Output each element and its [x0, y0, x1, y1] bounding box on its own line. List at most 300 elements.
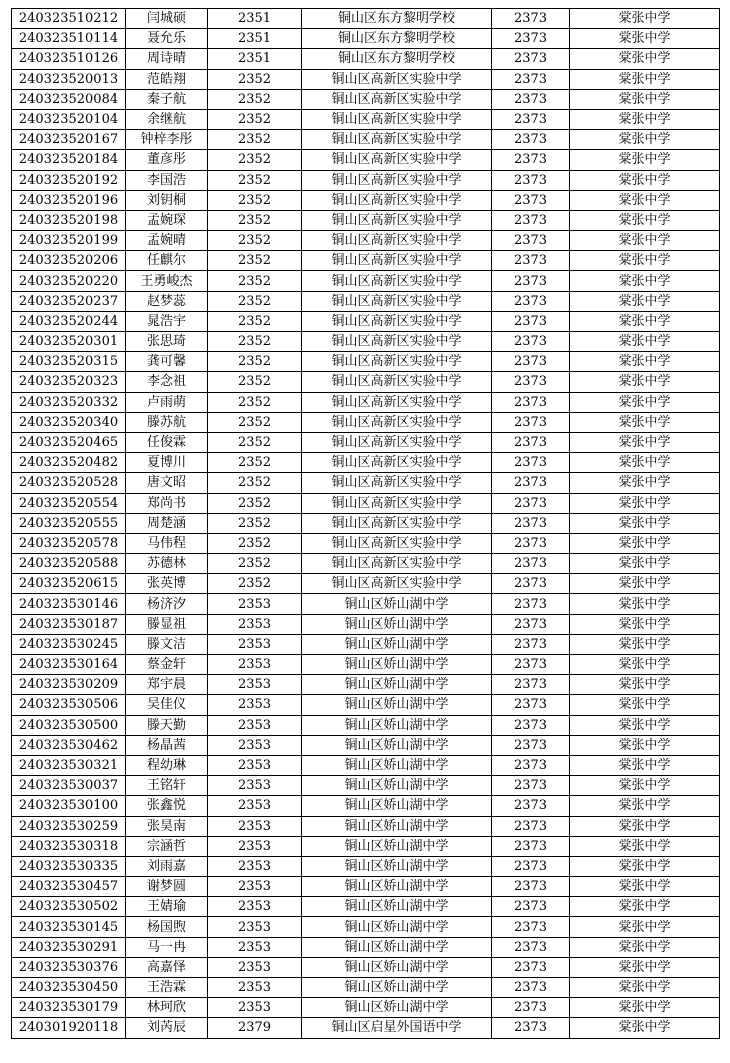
target-code-cell: 2373 [492, 432, 570, 452]
target-code-cell: 2373 [492, 251, 570, 271]
target-code-cell: 2373 [492, 856, 570, 876]
student-name-cell: 王浩霖 [126, 978, 208, 998]
table-row [12, 231, 720, 251]
student-id-cell: 240323530100 [12, 796, 126, 816]
target-code-cell: 2373 [492, 574, 570, 594]
student-id-cell: 240323520465 [12, 432, 126, 452]
table-row [12, 432, 720, 452]
student-name-cell: 刘雨嘉 [126, 856, 208, 876]
student-id-cell: 240323520340 [12, 412, 126, 432]
target-school-cell: 棠张中学 [570, 533, 720, 553]
target-code-cell: 2373 [492, 493, 570, 513]
target-code-cell: 2373 [492, 150, 570, 170]
target-code-cell: 2373 [492, 957, 570, 977]
student-name-cell: 余继航 [126, 109, 208, 129]
student-name-cell: 苏德林 [126, 554, 208, 574]
student-id-cell: 240323520104 [12, 109, 126, 129]
school-code-cell: 2352 [208, 69, 302, 89]
target-school-cell: 棠张中学 [570, 453, 720, 473]
target-school-cell: 棠张中学 [570, 634, 720, 654]
student-name-cell: 周楚涵 [126, 513, 208, 533]
table-row [12, 715, 720, 735]
target-school-cell: 棠张中学 [570, 675, 720, 695]
school-name-cell: 铜山区娇山湖中学 [302, 856, 492, 876]
table-row [12, 513, 720, 533]
target-code-cell: 2373 [492, 89, 570, 109]
student-id-cell: 240323520332 [12, 392, 126, 412]
student-id-cell: 240323530335 [12, 856, 126, 876]
school-code-cell: 2353 [208, 937, 302, 957]
table-row [12, 170, 720, 190]
target-code-cell: 2373 [492, 352, 570, 372]
table-row [12, 392, 720, 412]
school-code-cell: 2351 [208, 9, 302, 29]
school-name-cell: 铜山区高新区实验中学 [302, 332, 492, 352]
target-school-cell: 棠张中学 [570, 836, 720, 856]
school-code-cell: 2353 [208, 755, 302, 775]
student-name-cell: 董彦彤 [126, 150, 208, 170]
target-code-cell: 2373 [492, 170, 570, 190]
school-code-cell: 2353 [208, 715, 302, 735]
target-code-cell: 2373 [492, 412, 570, 432]
school-code-cell: 2353 [208, 655, 302, 675]
school-code-cell: 2353 [208, 695, 302, 715]
student-id-cell: 240323530164 [12, 655, 126, 675]
school-code-cell: 2379 [208, 1018, 302, 1038]
school-name-cell: 铜山区高新区实验中学 [302, 150, 492, 170]
school-code-cell: 2353 [208, 634, 302, 654]
student-id-cell: 240323530450 [12, 978, 126, 998]
school-code-cell: 2353 [208, 998, 302, 1018]
target-school-cell: 棠张中学 [570, 877, 720, 897]
school-code-cell: 2352 [208, 150, 302, 170]
target-school-cell: 棠张中学 [570, 49, 720, 69]
student-id-cell: 240323530318 [12, 836, 126, 856]
student-name-cell: 杨国煦 [126, 917, 208, 937]
school-name-cell: 铜山区娇山湖中学 [302, 957, 492, 977]
school-name-cell: 铜山区高新区实验中学 [302, 109, 492, 129]
school-name-cell: 铜山区娇山湖中学 [302, 917, 492, 937]
school-code-cell: 2352 [208, 332, 302, 352]
target-code-cell: 2373 [492, 816, 570, 836]
table-row [12, 453, 720, 473]
student-name-cell: 林珂欣 [126, 998, 208, 1018]
school-name-cell: 铜山区高新区实验中学 [302, 170, 492, 190]
school-name-cell: 铜山区高新区实验中学 [302, 271, 492, 291]
school-name-cell: 铜山区娇山湖中学 [302, 897, 492, 917]
table-row [12, 776, 720, 796]
target-code-cell: 2373 [492, 69, 570, 89]
table-row [12, 554, 720, 574]
student-id-cell: 240323530187 [12, 614, 126, 634]
student-name-cell: 钟梓李彤 [126, 130, 208, 150]
target-school-cell: 棠张中学 [570, 311, 720, 331]
school-code-cell: 2352 [208, 372, 302, 392]
school-name-cell: 铜山区高新区实验中学 [302, 251, 492, 271]
school-name-cell: 铜山区娇山湖中学 [302, 675, 492, 695]
student-name-cell: 张思琦 [126, 332, 208, 352]
table-row [12, 130, 720, 150]
school-code-cell: 2352 [208, 513, 302, 533]
target-code-cell: 2373 [492, 594, 570, 614]
school-code-cell: 2353 [208, 957, 302, 977]
school-code-cell: 2352 [208, 291, 302, 311]
student-id-cell: 240323530502 [12, 897, 126, 917]
school-code-cell: 2352 [208, 352, 302, 372]
table-row [12, 190, 720, 210]
student-id-cell: 240323520555 [12, 513, 126, 533]
target-code-cell: 2373 [492, 29, 570, 49]
student-id-cell: 240323530146 [12, 594, 126, 614]
school-code-cell: 2353 [208, 735, 302, 755]
target-school-cell: 棠张中学 [570, 856, 720, 876]
student-id-cell: 240323520301 [12, 332, 126, 352]
target-school-cell: 棠张中学 [570, 1018, 720, 1038]
school-code-cell: 2352 [208, 251, 302, 271]
student-name-cell: 夏博川 [126, 453, 208, 473]
student-name-cell: 孟婉琛 [126, 210, 208, 230]
table-body [12, 9, 720, 1039]
school-name-cell: 铜山区高新区实验中学 [302, 412, 492, 432]
target-code-cell: 2373 [492, 776, 570, 796]
school-name-cell: 铜山区东方黎明学校 [302, 49, 492, 69]
target-code-cell: 2373 [492, 473, 570, 493]
target-school-cell: 棠张中学 [570, 513, 720, 533]
table-row [12, 675, 720, 695]
target-school-cell: 棠张中学 [570, 796, 720, 816]
target-school-cell: 棠张中学 [570, 392, 720, 412]
student-id-cell: 240323530291 [12, 937, 126, 957]
school-name-cell: 铜山区娇山湖中学 [302, 796, 492, 816]
school-code-cell: 2352 [208, 574, 302, 594]
school-name-cell: 铜山区娇山湖中学 [302, 776, 492, 796]
school-code-cell: 2353 [208, 776, 302, 796]
school-name-cell: 铜山区启星外国语中学 [302, 1018, 492, 1038]
table-row [12, 998, 720, 1018]
student-id-cell: 240323530145 [12, 917, 126, 937]
target-code-cell: 2373 [492, 49, 570, 69]
school-code-cell: 2352 [208, 231, 302, 251]
school-name-cell: 铜山区娇山湖中学 [302, 978, 492, 998]
student-name-cell: 闫城硕 [126, 9, 208, 29]
student-id-cell: 240323520315 [12, 352, 126, 372]
school-name-cell: 铜山区东方黎明学校 [302, 29, 492, 49]
table-row [12, 937, 720, 957]
target-code-cell: 2373 [492, 755, 570, 775]
student-name-cell: 王勇峻杰 [126, 271, 208, 291]
table-row [12, 251, 720, 271]
student-id-cell: 240323520482 [12, 453, 126, 473]
student-id-cell: 240323520206 [12, 251, 126, 271]
target-code-cell: 2373 [492, 231, 570, 251]
target-school-cell: 棠张中学 [570, 755, 720, 775]
target-code-cell: 2373 [492, 554, 570, 574]
target-school-cell: 棠张中学 [570, 332, 720, 352]
target-school-cell: 棠张中学 [570, 816, 720, 836]
student-id-cell: 240323530037 [12, 776, 126, 796]
target-code-cell: 2373 [492, 372, 570, 392]
school-name-cell: 铜山区高新区实验中学 [302, 231, 492, 251]
target-school-cell: 棠张中学 [570, 170, 720, 190]
target-code-cell: 2373 [492, 453, 570, 473]
student-name-cell: 谢梦圆 [126, 877, 208, 897]
student-name-cell: 刘钥桐 [126, 190, 208, 210]
school-name-cell: 铜山区高新区实验中学 [302, 513, 492, 533]
student-name-cell: 郑尚书 [126, 493, 208, 513]
school-name-cell: 铜山区娇山湖中学 [302, 998, 492, 1018]
table-row [12, 69, 720, 89]
target-school-cell: 棠张中学 [570, 594, 720, 614]
school-code-cell: 2353 [208, 675, 302, 695]
target-code-cell: 2373 [492, 655, 570, 675]
student-id-cell: 240323530376 [12, 957, 126, 977]
target-code-cell: 2373 [492, 311, 570, 331]
table-row [12, 978, 720, 998]
table-row [12, 917, 720, 937]
student-name-cell: 宗涵哲 [126, 836, 208, 856]
school-name-cell: 铜山区高新区实验中学 [302, 372, 492, 392]
student-id-cell: 240323520199 [12, 231, 126, 251]
table-row [12, 109, 720, 129]
student-name-cell: 聂允乐 [126, 29, 208, 49]
target-code-cell: 2373 [492, 634, 570, 654]
student-name-cell: 李念祖 [126, 372, 208, 392]
student-name-cell: 唐文昭 [126, 473, 208, 493]
target-school-cell: 棠张中学 [570, 917, 720, 937]
student-name-cell: 刘芮辰 [126, 1018, 208, 1038]
student-name-cell: 赵梦蕊 [126, 291, 208, 311]
target-school-cell: 棠张中学 [570, 897, 720, 917]
school-name-cell: 铜山区高新区实验中学 [302, 574, 492, 594]
school-name-cell: 铜山区娇山湖中学 [302, 634, 492, 654]
school-code-cell: 2353 [208, 614, 302, 634]
school-name-cell: 铜山区娇山湖中学 [302, 614, 492, 634]
target-school-cell: 棠张中学 [570, 271, 720, 291]
target-code-cell: 2373 [492, 897, 570, 917]
table-row [12, 574, 720, 594]
target-code-cell: 2373 [492, 332, 570, 352]
target-school-cell: 棠张中学 [570, 998, 720, 1018]
student-id-cell: 240323530209 [12, 675, 126, 695]
target-code-cell: 2373 [492, 836, 570, 856]
school-name-cell: 铜山区娇山湖中学 [302, 937, 492, 957]
target-school-cell: 棠张中学 [570, 432, 720, 452]
table-row [12, 856, 720, 876]
target-school-cell: 棠张中学 [570, 150, 720, 170]
school-code-cell: 2352 [208, 493, 302, 513]
target-school-cell: 棠张中学 [570, 554, 720, 574]
student-name-cell: 杨晶茜 [126, 735, 208, 755]
school-code-cell: 2353 [208, 594, 302, 614]
student-name-cell: 高嘉怿 [126, 957, 208, 977]
school-name-cell: 铜山区高新区实验中学 [302, 190, 492, 210]
student-id-cell: 240323520323 [12, 372, 126, 392]
table-row [12, 372, 720, 392]
student-name-cell: 任俊霖 [126, 432, 208, 452]
target-code-cell: 2373 [492, 513, 570, 533]
school-code-cell: 2352 [208, 190, 302, 210]
student-id-cell: 240323510126 [12, 49, 126, 69]
target-code-cell: 2373 [492, 271, 570, 291]
student-id-cell: 240323530462 [12, 735, 126, 755]
school-code-cell: 2353 [208, 897, 302, 917]
student-name-cell: 任麒尔 [126, 251, 208, 271]
student-id-cell: 240323530500 [12, 715, 126, 735]
student-name-cell: 李国浩 [126, 170, 208, 190]
table-row [12, 877, 720, 897]
school-code-cell: 2352 [208, 130, 302, 150]
school-name-cell: 铜山区高新区实验中学 [302, 210, 492, 230]
school-name-cell: 铜山区娇山湖中学 [302, 655, 492, 675]
student-id-cell: 240323520554 [12, 493, 126, 513]
table-row [12, 493, 720, 513]
school-code-cell: 2351 [208, 49, 302, 69]
student-id-cell: 240323520588 [12, 554, 126, 574]
school-code-cell: 2351 [208, 29, 302, 49]
school-name-cell: 铜山区高新区实验中学 [302, 89, 492, 109]
school-code-cell: 2352 [208, 210, 302, 230]
target-code-cell: 2373 [492, 715, 570, 735]
target-code-cell: 2373 [492, 735, 570, 755]
student-name-cell: 孟婉晴 [126, 231, 208, 251]
school-name-cell: 铜山区高新区实验中学 [302, 493, 492, 513]
target-school-cell: 棠张中学 [570, 89, 720, 109]
school-code-cell: 2352 [208, 271, 302, 291]
target-code-cell: 2373 [492, 675, 570, 695]
table-row [12, 816, 720, 836]
school-name-cell: 铜山区娇山湖中学 [302, 735, 492, 755]
table-row [12, 1018, 720, 1038]
target-school-cell: 棠张中学 [570, 130, 720, 150]
student-name-cell: 杨济汐 [126, 594, 208, 614]
target-school-cell: 棠张中学 [570, 109, 720, 129]
student-id-cell: 240323510212 [12, 9, 126, 29]
table-row [12, 29, 720, 49]
student-name-cell: 秦子航 [126, 89, 208, 109]
target-code-cell: 2373 [492, 9, 570, 29]
student-name-cell: 滕显祖 [126, 614, 208, 634]
target-school-cell: 棠张中学 [570, 937, 720, 957]
target-code-cell: 2373 [492, 877, 570, 897]
school-name-cell: 铜山区高新区实验中学 [302, 69, 492, 89]
target-code-cell: 2373 [492, 533, 570, 553]
target-school-cell: 棠张中学 [570, 473, 720, 493]
school-name-cell: 铜山区高新区实验中学 [302, 453, 492, 473]
school-name-cell: 铜山区高新区实验中学 [302, 311, 492, 331]
student-id-cell: 240323530179 [12, 998, 126, 1018]
student-id-cell: 240323520192 [12, 170, 126, 190]
target-code-cell: 2373 [492, 190, 570, 210]
school-code-cell: 2353 [208, 796, 302, 816]
student-id-cell: 240323520578 [12, 533, 126, 553]
school-code-cell: 2352 [208, 533, 302, 553]
student-name-cell: 吴佳仪 [126, 695, 208, 715]
table-row [12, 89, 720, 109]
table-row [12, 352, 720, 372]
target-code-cell: 2373 [492, 291, 570, 311]
school-code-cell: 2352 [208, 432, 302, 452]
target-school-cell: 棠张中学 [570, 735, 720, 755]
admission-list-table [11, 8, 720, 1039]
target-code-cell: 2373 [492, 998, 570, 1018]
target-code-cell: 2373 [492, 937, 570, 957]
table-row [12, 210, 720, 230]
table-row [12, 271, 720, 291]
student-id-cell: 240323520198 [12, 210, 126, 230]
table-row [12, 897, 720, 917]
target-school-cell: 棠张中学 [570, 190, 720, 210]
school-name-cell: 铜山区高新区实验中学 [302, 352, 492, 372]
table-row [12, 634, 720, 654]
target-school-cell: 棠张中学 [570, 715, 720, 735]
target-school-cell: 棠张中学 [570, 352, 720, 372]
target-code-cell: 2373 [492, 210, 570, 230]
target-code-cell: 2373 [492, 695, 570, 715]
student-id-cell: 240323520084 [12, 89, 126, 109]
target-school-cell: 棠张中学 [570, 776, 720, 796]
school-code-cell: 2353 [208, 816, 302, 836]
student-id-cell: 240323520184 [12, 150, 126, 170]
target-school-cell: 棠张中学 [570, 210, 720, 230]
student-name-cell: 蔡金轩 [126, 655, 208, 675]
school-code-cell: 2353 [208, 877, 302, 897]
school-code-cell: 2352 [208, 311, 302, 331]
table-row [12, 594, 720, 614]
target-school-cell: 棠张中学 [570, 978, 720, 998]
target-school-cell: 棠张中学 [570, 372, 720, 392]
student-id-cell: 240323530259 [12, 816, 126, 836]
school-code-cell: 2352 [208, 412, 302, 432]
target-school-cell: 棠张中学 [570, 412, 720, 432]
school-code-cell: 2352 [208, 453, 302, 473]
student-name-cell: 张鑫悦 [126, 796, 208, 816]
table-row [12, 291, 720, 311]
school-name-cell: 铜山区高新区实验中学 [302, 554, 492, 574]
target-code-cell: 2373 [492, 917, 570, 937]
target-school-cell: 棠张中学 [570, 695, 720, 715]
target-code-cell: 2373 [492, 614, 570, 634]
student-id-cell: 240323520220 [12, 271, 126, 291]
target-school-cell: 棠张中学 [570, 655, 720, 675]
school-code-cell: 2352 [208, 554, 302, 574]
student-name-cell: 张昊南 [126, 816, 208, 836]
student-name-cell: 王婧瑜 [126, 897, 208, 917]
table-row [12, 150, 720, 170]
table-row [12, 836, 720, 856]
student-id-cell: 240323520244 [12, 311, 126, 331]
school-code-cell: 2352 [208, 89, 302, 109]
school-name-cell: 铜山区娇山湖中学 [302, 877, 492, 897]
target-code-cell: 2373 [492, 130, 570, 150]
student-id-cell: 240323510114 [12, 29, 126, 49]
school-name-cell: 铜山区高新区实验中学 [302, 533, 492, 553]
table-row [12, 735, 720, 755]
student-name-cell: 晁浩宇 [126, 311, 208, 331]
student-id-cell: 240323530457 [12, 877, 126, 897]
student-name-cell: 张英博 [126, 574, 208, 594]
table-row [12, 311, 720, 331]
target-school-cell: 棠张中学 [570, 251, 720, 271]
student-id-cell: 240323520196 [12, 190, 126, 210]
table-row [12, 796, 720, 816]
table-row [12, 755, 720, 775]
school-code-cell: 2352 [208, 392, 302, 412]
student-id-cell: 240323530245 [12, 634, 126, 654]
target-school-cell: 棠张中学 [570, 493, 720, 513]
student-id-cell: 240323520615 [12, 574, 126, 594]
student-name-cell: 程幼琳 [126, 755, 208, 775]
student-id-cell: 240323520237 [12, 291, 126, 311]
